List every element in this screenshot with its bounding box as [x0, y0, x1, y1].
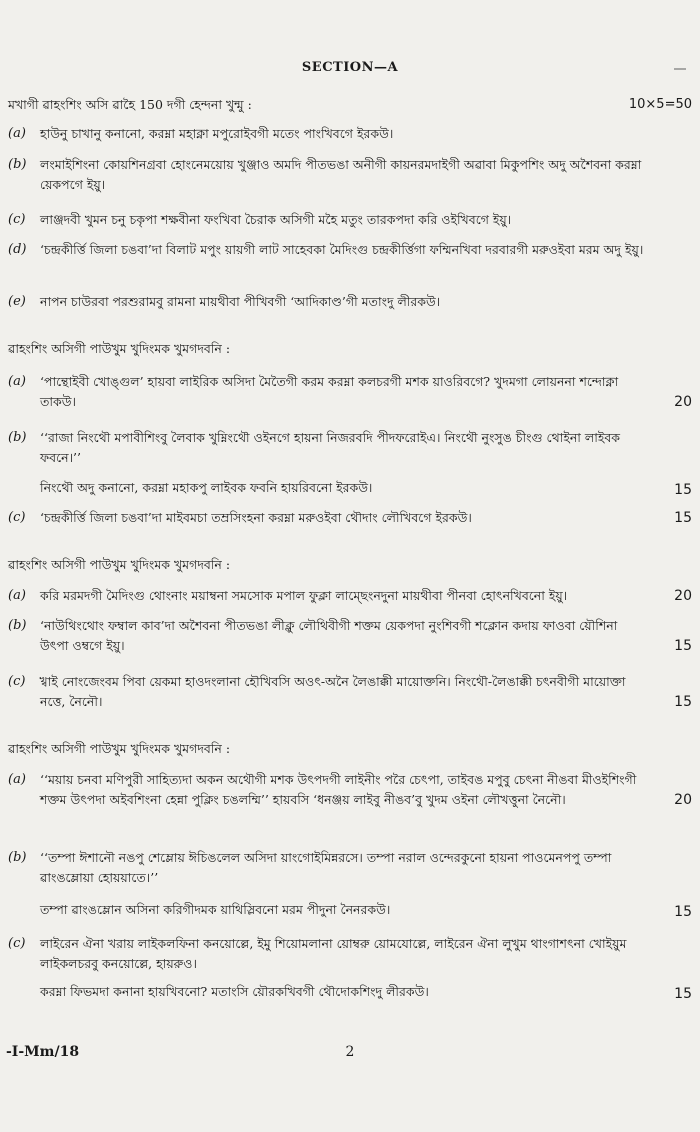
question-2b-sub: [40, 478, 692, 498]
question-text: ‘নাউথিংথোং ফম্বাল কাব’দা অশৈবনা পীতভঙা লীক্লু লৌথিবীগী শক্তম য়েকপদা নুংশিবগী শক্লোন কদায় ফাওবা য়ৌশিনা উৎপা ওম্বগে ইয়ু।: [40, 618, 618, 653]
question-text: তম্পা ৱাংঙম্লোন অসিনা করিগীদমক য়াথিস্লিবনো মরম পীদুনা নৈনরকউ।: [40, 902, 391, 917]
question-4b-sub: [40, 900, 692, 920]
question-label: (d): [8, 242, 27, 257]
instruction-part2: ৱাহংশিং অসিগী পাউখুম খুদিংমক খুমগদবনি :: [8, 341, 231, 356]
instruction-part4: ৱাহংশিং অসিগী পাউখুম খুদিংমক খুমগদবনি :: [8, 741, 231, 756]
question-text: ‘পান্থোইবী খোঙ্গুল’ হায়বা লাইরিক অসিদা মৈতৈগী করম করম্না কলচরগী মশক য়াওরিবগে? খুদমগা লোয়ননা শন্দোক্না তাকউ।: [40, 374, 619, 409]
question-label: (c): [8, 212, 26, 227]
question-label: (b): [8, 850, 27, 865]
question-4b: [8, 848, 692, 888]
question-text: লংমাইশিংনা কোয়শিনগ্রবা হোংনেময়োয় খুঞ্জাও অমদি পীতভঙা অনীগী কায়নরমদাইগী অৱাবা মিকুপশিং অদু অশৈবনা করম্না য়েকপগে ইয়ু।: [40, 157, 642, 192]
page-number: 2: [345, 1044, 355, 1060]
question-text: ‘‘রাজা নিংথৌ মপাবীশিংবু লৈবাক খুম্নিংথৌ ওইনগে হায়না নিজরবদি পীদফরোইএ। নিংথৌ নুংসুঙ চীংগু থোইনা লাইবক ফবনে।’’: [40, 430, 621, 465]
question-label: (a): [8, 126, 26, 141]
question-4c-sub: [40, 982, 692, 1002]
question-marks: 15: [674, 482, 692, 498]
question-marks: 15: [674, 904, 692, 920]
question-3c: [8, 672, 692, 712]
instruction-text: মখাগী ৱাহংশিং অসি ৱাহৈ 150 দগী হেন্দনা খুন্মু :: [8, 97, 252, 112]
question-marks: 20: [674, 394, 692, 410]
question-2b: [8, 428, 692, 468]
question-3a: [8, 586, 692, 606]
question-text: ‘চন্দ্রকীর্ত্তি জিলা চঙবা’দা মাইবমচা তম্রসিংহনা করম্না মরুওইবা থৌদাং লৌখিবগে ইরকউ।: [40, 510, 472, 525]
question-text: খ্বাই নোংজেংবম পিবা য়েকমা হাওদংলানা হৌখিবসি অওৎ-অনৈ লৈঙাক্কী মায়োক্তনি। নিংথৌ-লৈঙাক্কী চৎনবীগী মায়োক্তা নত্তে, নৈনৌ।: [40, 674, 626, 709]
question-label: (a): [8, 374, 26, 389]
question-1e: [8, 292, 692, 312]
question-marks: 15: [674, 510, 692, 526]
section-title: SECTION—A: [301, 60, 399, 75]
question-label: (c): [8, 510, 26, 525]
question-1b: [8, 155, 692, 195]
instruction-part3: ৱাহংশিং অসিগী পাউখুম খুদিংমক খুমগদবনি :: [8, 557, 231, 572]
question-label: (a): [8, 588, 26, 603]
question-label: (c): [8, 936, 26, 951]
question-text: লাঞ্জদবী খুমন চনু চকৃপা শক্ষবীনা ফংখিবা চৈরাক অসিগী মহৈ মতুং তারকপদা করি ওইখিবগে ইয়ু।: [40, 212, 512, 227]
question-label: (b): [8, 430, 27, 445]
question-1c: [8, 210, 692, 230]
question-text: লাইরেন ঐনা খরায় লাইকলফিনা কনয়োল্লে, ইমু শিয়োমলানা য়োম্বরু য়োমযোল্লে, লাইরেন ঐনা লুখুম থাংগাশৎনা খোইয়ুম লাইকলচরবু কনয়োল্লে, হায়রুও।: [40, 936, 627, 971]
question-4a: [8, 770, 692, 810]
question-text: ‘চন্দ্রকীর্ত্তি জিলা চঙবা’দা বিলাট মপুং য়ায়গী লাট সাহেবকা মৈদিংগু চন্দ্রকীর্ত্তিগা ফম্মিনখিবা দরবারগী মরুওইবা মরম অদু ইয়ু।: [40, 242, 644, 257]
question-label: (e): [8, 294, 26, 309]
question-label: (c): [8, 674, 26, 689]
question-text: ‘‘ময়ায় চনবা মণিপুরী সাহিত্যদা অকন অথৌগী মশক উৎপদগী লাইনীং পরৈ চেৎপা, তাইবঙ মপুবু চেৎনা নীঙবা মীওইশিংগী শক্তম উৎপদা অইবশিংনা হেন্না পুক্লিং চঙলম্মি’’ হায়বসি ‘ধনঞ্জয় লাইবু নীঙব’বু খুদম ওইনা লৌখত্তুনা নৈনৌ।: [40, 772, 637, 807]
question-label: (b): [8, 157, 27, 172]
question-3b: [8, 616, 692, 656]
question-text: হাউনু চাখানু কনানো, করম্না মহাক্না মপুরোইবগী মতেং পাংখিবগে ইরকউ।: [40, 126, 394, 141]
question-2c: [8, 508, 692, 528]
question-marks: 15: [674, 694, 692, 710]
question-text: নিংথৌ অদু কনানো, করম্না মহাকপু লাইবক ফবনি হায়রিবনো ইরকউ।: [40, 480, 373, 495]
total-marks: 10×5=50: [628, 97, 692, 112]
question-2a: [8, 372, 692, 412]
question-label: (a): [8, 772, 26, 787]
question-label: (b): [8, 618, 27, 633]
question-4c: [8, 934, 692, 974]
question-text: ‘‘তম্পা ঈশানৌ নঙপু শেম্লোয় ঈচিঙলেল অসিদা য়াংগোইমিন্নরসে। তম্পা নরাল ওন্দেরকুনো হায়না পাওমেনপপু তম্পা ৱাংঙম্লোয়া হোয়য়াতে।’’: [40, 850, 612, 885]
question-text: নাপন চাউরবা পরশুরামবু রামনা মায়থীবা পীখিবগী ‘আদিকাণ্ড’গী মতাংদু লীরকউ।: [40, 294, 441, 309]
question-1d: [8, 240, 692, 260]
question-marks: 20: [674, 588, 692, 604]
question-1a: [8, 124, 692, 144]
question-text: করি মরমদগী মৈদিংগু থোংনাং ময়াম্বনা সমসোক মপাল ফুক্লা লাম্ছেংনদুনা মায়থীবা পীনবা হোৎনখিবনো ইয়ু।: [40, 588, 568, 603]
instruction-part1: [8, 96, 692, 114]
question-marks: 15: [674, 986, 692, 1002]
question-text: করম্না ফিভমদা কনানা হায়খিবনো? মতাংসি য়ৌরকখিবগী থৌদোকশিংদু লীরকউ।: [40, 984, 429, 999]
paper-code: -I-Ⅿⅿ/18: [6, 1044, 80, 1060]
question-marks: 15: [674, 638, 692, 654]
question-marks: 20: [674, 792, 692, 808]
